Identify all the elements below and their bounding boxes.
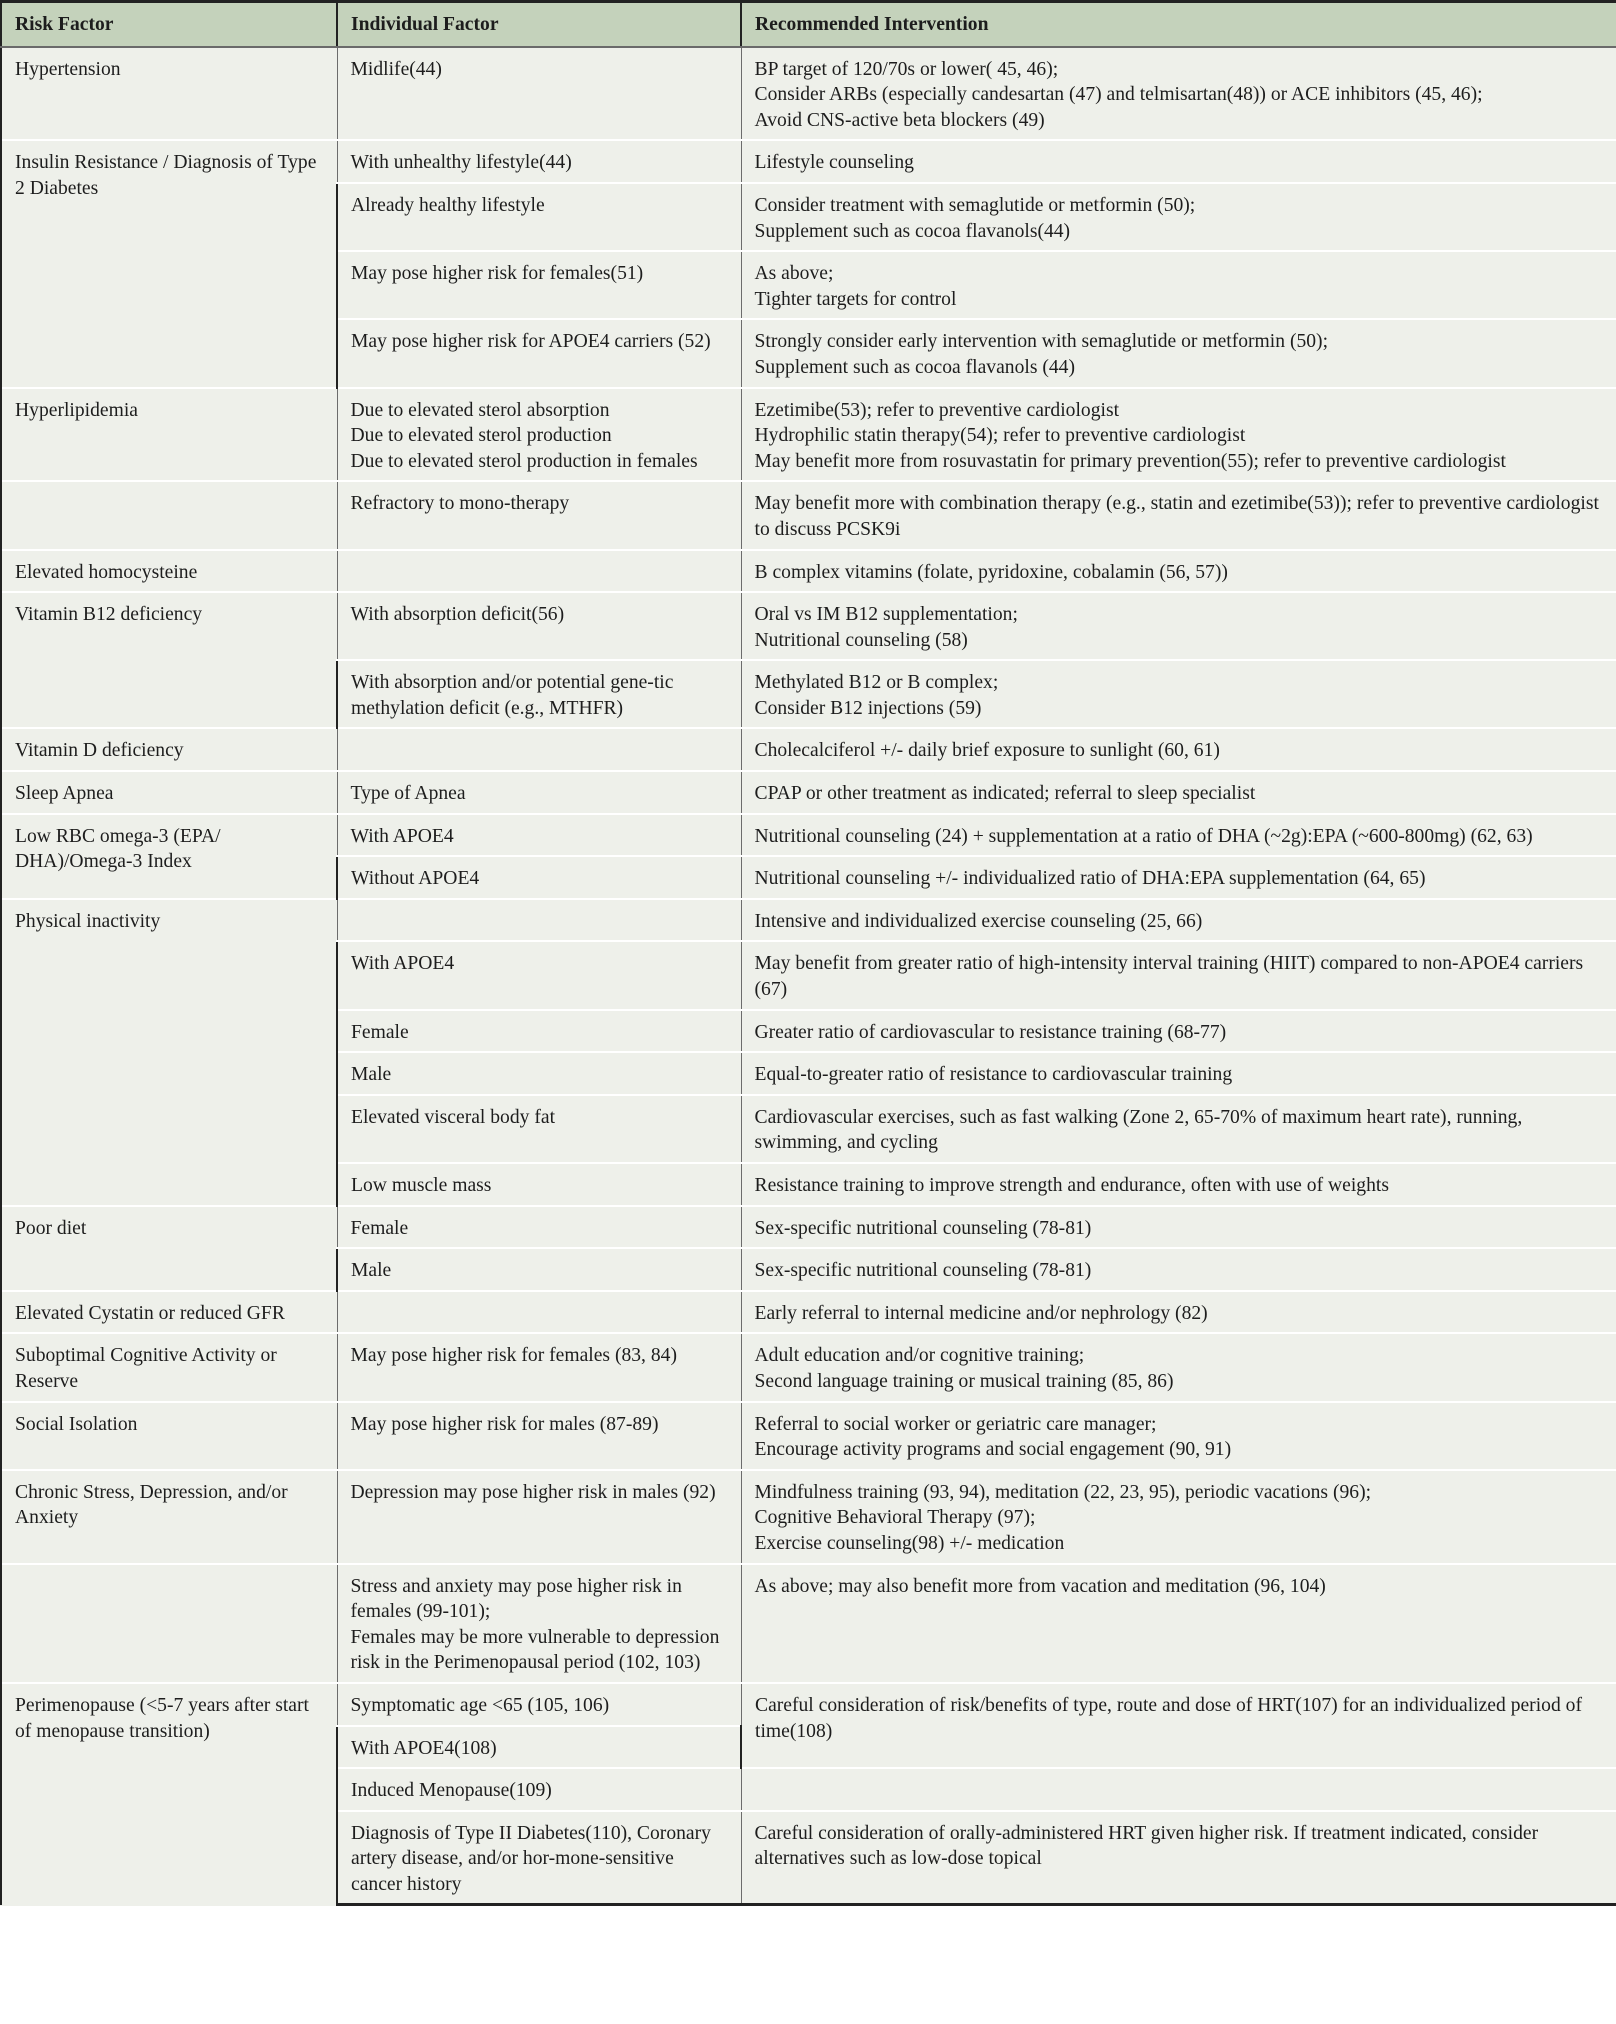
recommended-intervention-cell-line: Equal-to-greater ratio of resistance to cardiovascular training bbox=[754, 1064, 1233, 1086]
individual-factor-cell bbox=[337, 728, 741, 771]
recommended-intervention-cell-line: B complex vitamins (folate, pyridoxine, cobalamin (56, 57)) bbox=[754, 561, 1228, 583]
table-row bbox=[1, 1206, 1616, 1249]
individual-factor-cell-line: Male bbox=[351, 1064, 392, 1086]
risk-factor-cell bbox=[1, 47, 337, 141]
recommended-intervention-cell-line: As above; bbox=[754, 263, 834, 285]
header-risk-factor: Risk Factor bbox=[1, 2, 337, 47]
risk-factor-cell bbox=[1, 728, 337, 771]
individual-factor-cell-line: Due to elevated sterol absorption bbox=[350, 399, 610, 421]
risk-factor-cell-line: Chronic Stress, Depression, and/or Anxiety bbox=[15, 1481, 288, 1529]
recommended-intervention-cell-line: Exercise counseling(98) +/- medication bbox=[754, 1532, 1065, 1554]
header-row bbox=[1, 2, 1616, 47]
table-row bbox=[1, 388, 1616, 482]
risk-factor-cell-line: Poor diet bbox=[15, 1217, 87, 1239]
individual-factor-cell bbox=[337, 1564, 741, 1683]
recommended-intervention-cell-line: Careful consideration of orally-administered HRT given higher risk. If treatment indicated, consider alternatives such as low-dose topical bbox=[754, 1822, 1539, 1870]
individual-factor-cell-line: May pose higher risk for APOE4 carriers (52) bbox=[351, 331, 711, 353]
risk-factor-cell-line: Vitamin D deficiency bbox=[15, 740, 184, 762]
individual-factor-cell-line: Male bbox=[351, 1260, 392, 1282]
risk-factor-cell-line: Physical inactivity bbox=[15, 910, 161, 932]
individual-factor-cell-line: Symptomatic age <65 (105, 106) bbox=[350, 1694, 610, 1716]
recommended-intervention-cell-line: May benefit more from rosuvastatin for primary prevention(55); refer to preventive cardiologist bbox=[754, 450, 1506, 472]
individual-factor-cell-line: Without APOE4 bbox=[351, 868, 480, 890]
individual-factor-cell bbox=[337, 388, 741, 482]
risk-factor-cell bbox=[1, 550, 337, 593]
table-row bbox=[1, 592, 1616, 660]
individual-factor-cell bbox=[337, 183, 741, 251]
individual-factor-cell bbox=[337, 319, 741, 387]
recommended-intervention-cell-line: Careful consideration of risk/benefits of type, route and dose of HRT(107) for an individualized period of time(108) bbox=[755, 1694, 1582, 1742]
recommended-intervention-cell bbox=[741, 941, 1616, 1009]
risk-factor-cell bbox=[1, 1291, 337, 1334]
recommended-intervention-cell-line: Second language training or musical training (85, 86) bbox=[754, 1370, 1174, 1392]
table-row bbox=[1, 1683, 1616, 1726]
individual-factor-cell-line: With absorption deficit(56) bbox=[350, 604, 565, 626]
individual-factor-cell-line: Diagnosis of Type II Diabetes(110), Coronary artery disease, and/or hor-mone-sensitive cancer history bbox=[351, 1822, 711, 1895]
recommended-intervention-cell-line: CPAP or other treatment as indicated; referral to sleep specialist bbox=[754, 783, 1256, 805]
individual-factor-cell bbox=[337, 660, 741, 728]
risk-factor-cell bbox=[1, 1206, 337, 1291]
individual-factor-cell bbox=[337, 140, 741, 183]
recommended-intervention-cell-line: As above; may also benefit more from vacation and meditation (96, 104) bbox=[754, 1575, 1326, 1597]
recommended-intervention-cell bbox=[741, 899, 1616, 942]
recommended-intervention-cell bbox=[741, 1768, 1616, 1811]
individual-factor-cell bbox=[337, 1206, 741, 1249]
recommended-intervention-cell bbox=[741, 388, 1616, 482]
recommended-intervention-cell-line: Lifestyle counseling bbox=[754, 152, 914, 174]
recommended-intervention-cell-line: Early referral to internal medicine and/or nephrology (82) bbox=[754, 1302, 1208, 1324]
individual-factor-cell bbox=[337, 1811, 741, 1905]
risk-factor-cell-line: Elevated homocysteine bbox=[15, 561, 198, 583]
individual-factor-cell-line: May pose higher risk for females(51) bbox=[351, 263, 644, 285]
recommended-intervention-cell bbox=[741, 660, 1616, 728]
table-row bbox=[1, 771, 1616, 814]
individual-factor-cell bbox=[337, 899, 741, 942]
individual-factor-cell bbox=[337, 814, 741, 857]
recommended-intervention-cell-line: Supplement such as cocoa flavanols(44) bbox=[754, 220, 1071, 242]
recommended-intervention-cell-line: Cardiovascular exercises, such as fast walking (Zone 2, 65-70% of maximum heart rate), running, swimming, and cycling bbox=[754, 1106, 1523, 1154]
individual-factor-cell bbox=[337, 1402, 741, 1470]
risk-factor-cell-line: Elevated Cystatin or reduced GFR bbox=[15, 1302, 285, 1324]
individual-factor-cell-line: Females may be more vulnerable to depression risk in the Perimenopausal period (102, 103) bbox=[350, 1626, 720, 1674]
recommended-intervention-cell-line: Nutritional counseling (58) bbox=[754, 629, 968, 651]
individual-factor-cell-line: May pose higher risk for females (83, 84) bbox=[350, 1345, 677, 1367]
individual-factor-cell bbox=[337, 941, 741, 1009]
recommended-intervention-cell bbox=[741, 856, 1616, 899]
risk-factor-cell bbox=[1, 771, 337, 814]
recommended-intervention-cell-line: Referral to social worker or geriatric care manager; bbox=[754, 1413, 1157, 1435]
individual-factor-cell bbox=[337, 1010, 741, 1053]
risk-factor-cell bbox=[1, 388, 337, 482]
recommended-intervention-cell bbox=[741, 481, 1616, 549]
individual-factor-cell bbox=[337, 771, 741, 814]
recommended-intervention-cell bbox=[741, 1163, 1616, 1206]
risk-factor-cell-line: Sleep Apnea bbox=[15, 783, 114, 805]
recommended-intervention-cell-line: Supplement such as cocoa flavanols (44) bbox=[754, 356, 1075, 378]
recommended-intervention-cell-line: Sex-specific nutritional counseling (78-81) bbox=[754, 1217, 1092, 1239]
individual-factor-cell-line: With unhealthy lifestyle(44) bbox=[350, 152, 572, 174]
risk-factor-cell-line: Perimenopause (<5-7 years after start of menopause transition) bbox=[15, 1694, 309, 1742]
header-individual-factor: Individual Factor bbox=[337, 2, 741, 47]
individual-factor-cell-line: Female bbox=[350, 1217, 409, 1239]
recommended-intervention-cell-line: Encourage activity programs and social engagement (90, 91) bbox=[754, 1439, 1232, 1461]
individual-factor-cell-line: Refractory to mono-therapy bbox=[350, 493, 570, 515]
individual-factor-cell bbox=[337, 1333, 741, 1401]
individual-factor-cell bbox=[337, 47, 741, 141]
individual-factor-cell-line: With APOE4(108) bbox=[351, 1737, 497, 1759]
individual-factor-cell bbox=[337, 1248, 741, 1291]
recommended-intervention-cell-line: May benefit more with combination therapy (e.g., statin and ezetimibe(53)); refer to preventive cardiologist to discuss PCSK9i bbox=[754, 493, 1599, 540]
risk-factor-cell-line: Vitamin B12 deficiency bbox=[15, 604, 203, 626]
risk-factor-cell bbox=[1, 140, 337, 387]
individual-factor-cell-line: Already healthy lifestyle bbox=[351, 194, 545, 216]
table-row bbox=[1, 1333, 1616, 1401]
individual-factor-cell bbox=[337, 1163, 741, 1206]
recommended-intervention-cell bbox=[741, 1402, 1616, 1470]
recommended-intervention-cell-line: Adult education and/or cognitive training; bbox=[754, 1345, 1085, 1367]
individual-factor-cell bbox=[337, 251, 741, 319]
recommended-intervention-cell bbox=[741, 183, 1616, 251]
individual-factor-cell bbox=[337, 856, 741, 899]
recommended-intervention-cell-line: Avoid CNS-active beta blockers (49) bbox=[754, 109, 1045, 131]
recommended-intervention-cell bbox=[741, 771, 1616, 814]
risk-factor-cell bbox=[1, 1564, 337, 1683]
individual-factor-cell-line: Type of Apnea bbox=[350, 783, 466, 805]
individual-factor-cell-line: With APOE4 bbox=[350, 825, 454, 847]
table-row bbox=[1, 47, 1616, 141]
table-row bbox=[1, 814, 1616, 857]
individual-factor-cell-line: Stress and anxiety may pose higher risk in females (99-101); bbox=[350, 1575, 682, 1623]
individual-factor-cell bbox=[337, 1052, 741, 1095]
recommended-intervention-cell-line: Greater ratio of cardiovascular to resistance training (68-77) bbox=[754, 1021, 1227, 1043]
individual-factor-cell bbox=[337, 1726, 741, 1769]
individual-factor-cell bbox=[337, 1683, 741, 1726]
table-row bbox=[1, 1402, 1616, 1470]
risk-factor-cell bbox=[1, 814, 337, 899]
individual-factor-cell bbox=[337, 592, 741, 660]
recommended-intervention-cell bbox=[741, 728, 1616, 771]
recommended-intervention-cell-line: Consider ARBs (especially candesartan (47) and telmisartan(48)) or ACE inhibitors (45, 46); bbox=[754, 84, 1483, 106]
individual-factor-cell-line: Induced Menopause(109) bbox=[351, 1780, 552, 1802]
risk-factor-cell bbox=[1, 1683, 337, 1905]
risk-factor-cell-line: Suboptimal Cognitive Activity or Reserve bbox=[15, 1345, 277, 1392]
recommended-intervention-cell bbox=[741, 1470, 1616, 1564]
risk-factor-cell bbox=[1, 899, 337, 1206]
table-row bbox=[1, 1291, 1616, 1334]
individual-factor-cell bbox=[337, 1768, 741, 1811]
individual-factor-cell-line: Depression may pose higher risk in males (92) bbox=[350, 1481, 716, 1503]
recommended-intervention-cell-line: Tighter targets for control bbox=[754, 288, 957, 310]
recommended-intervention-cell-line: Oral vs IM B12 supplementation; bbox=[754, 604, 1018, 626]
table-row bbox=[1, 1470, 1616, 1564]
recommended-intervention-cell-line: Consider treatment with semaglutide or metformin (50); bbox=[754, 194, 1196, 216]
risk-factor-cell-line: Hypertension bbox=[15, 58, 121, 80]
individual-factor-cell-line: Due to elevated sterol production bbox=[350, 425, 612, 447]
recommended-intervention-cell-line: Cholecalciferol +/- daily brief exposure to sunlight (60, 61) bbox=[754, 740, 1220, 762]
recommended-intervention-cell bbox=[741, 1811, 1616, 1905]
table-body bbox=[1, 47, 1616, 1905]
risk-factor-cell bbox=[1, 481, 337, 549]
recommended-intervention-cell-line: Intensive and individualized exercise counseling (25, 66) bbox=[754, 910, 1203, 932]
recommended-intervention-cell bbox=[741, 1052, 1616, 1095]
recommended-intervention-cell bbox=[741, 592, 1616, 660]
risk-factor-cell-line: Hyperlipidemia bbox=[15, 399, 138, 421]
recommended-intervention-cell bbox=[741, 814, 1616, 857]
recommended-intervention-cell-line: Hydrophilic statin therapy(54); refer to preventive cardiologist bbox=[754, 425, 1246, 447]
risk-factor-cell-line: Insulin Resistance / Diagnosis of Type 2 Diabetes bbox=[15, 152, 317, 199]
recommended-intervention-cell-line: May benefit from greater ratio of high-intensity interval training (HIIT) compared to non-APOE4 carriers (67) bbox=[754, 953, 1584, 1001]
recommended-intervention-cell bbox=[741, 140, 1616, 183]
individual-factor-cell-line: With APOE4 bbox=[351, 953, 455, 975]
individual-factor-cell-line: Due to elevated sterol production in females bbox=[350, 450, 698, 472]
individual-factor-cell bbox=[337, 481, 741, 549]
recommended-intervention-cell bbox=[741, 1291, 1616, 1334]
risk-factor-cell bbox=[1, 1402, 337, 1470]
individual-factor-cell-line: Elevated visceral body fat bbox=[351, 1106, 556, 1128]
table-row bbox=[1, 728, 1616, 771]
table-row bbox=[1, 550, 1616, 593]
table-row bbox=[1, 481, 1616, 549]
individual-factor-cell-line: Low muscle mass bbox=[351, 1175, 492, 1196]
individual-factor-cell bbox=[337, 1470, 741, 1564]
recommended-intervention-cell-line: Ezetimibe(53); refer to preventive cardiologist bbox=[754, 399, 1120, 421]
risk-factor-cell bbox=[1, 1333, 337, 1401]
recommended-intervention-cell bbox=[741, 550, 1616, 593]
individual-factor-cell-line: Midlife(44) bbox=[350, 58, 442, 80]
table-row bbox=[1, 140, 1616, 183]
recommended-intervention-cell-line: Nutritional counseling +/- individualized ratio of DHA:EPA supplementation (64, 65) bbox=[754, 868, 1426, 890]
recommended-intervention-cell bbox=[741, 1248, 1616, 1291]
header-recommended-intervention: Recommended Intervention bbox=[741, 2, 1616, 47]
recommended-intervention-cell bbox=[741, 251, 1616, 319]
recommended-intervention-cell-line: Sex-specific nutritional counseling (78-81) bbox=[754, 1260, 1092, 1282]
recommended-intervention-cell bbox=[741, 1333, 1616, 1401]
individual-factor-cell-line: Female bbox=[351, 1021, 409, 1043]
recommended-intervention-cell-line: Nutritional counseling (24) + supplementation at a ratio of DHA (~2g):EPA (~600-800mg) (62, 63) bbox=[754, 825, 1533, 847]
recommended-intervention-cell-line: Strongly consider early intervention with semaglutide or metformin (50); bbox=[754, 331, 1329, 353]
individual-factor-cell bbox=[337, 1095, 741, 1163]
table-row bbox=[1, 899, 1616, 942]
recommended-intervention-cell-line: BP target of 120/70s or lower( 45, 46); bbox=[754, 58, 1059, 80]
risk-factor-cell-line: Social Isolation bbox=[15, 1413, 138, 1435]
recommended-intervention-cell-line: Resistance training to improve strength and endurance, often with use of weights bbox=[754, 1175, 1389, 1196]
recommended-intervention-cell bbox=[741, 319, 1616, 387]
recommended-intervention-cell bbox=[741, 1564, 1616, 1683]
recommended-intervention-cell-line: Cognitive Behavioral Therapy (97); bbox=[754, 1507, 1036, 1529]
risk-factor-cell-line: Low RBC omega-3 (EPA/ DHA)/Omega-3 Index bbox=[15, 825, 221, 873]
individual-factor-cell bbox=[337, 550, 741, 593]
recommended-intervention-cell bbox=[741, 1010, 1616, 1053]
recommended-intervention-cell bbox=[741, 1095, 1616, 1163]
individual-factor-cell-line: With absorption and/or potential gene-tic methylation deficit (e.g., MTHFR) bbox=[351, 672, 674, 719]
recommended-intervention-cell bbox=[741, 1206, 1616, 1249]
individual-factor-cell-line: May pose higher risk for males (87-89) bbox=[350, 1413, 659, 1435]
risk-factor-cell bbox=[1, 1470, 337, 1564]
table-row bbox=[1, 1564, 1616, 1683]
individual-factor-cell bbox=[337, 1291, 741, 1334]
recommended-intervention-cell-line: Methylated B12 or B complex; bbox=[754, 672, 999, 694]
risk-factor-cell bbox=[1, 592, 337, 728]
recommended-intervention-cell-line: Mindfulness training (93, 94), meditation (22, 23, 95), periodic vacations (96); bbox=[754, 1481, 1372, 1503]
recommended-intervention-cell bbox=[741, 1683, 1616, 1768]
recommended-intervention-cell-line: Consider B12 injections (59) bbox=[754, 697, 982, 719]
recommended-intervention-cell bbox=[741, 47, 1616, 141]
